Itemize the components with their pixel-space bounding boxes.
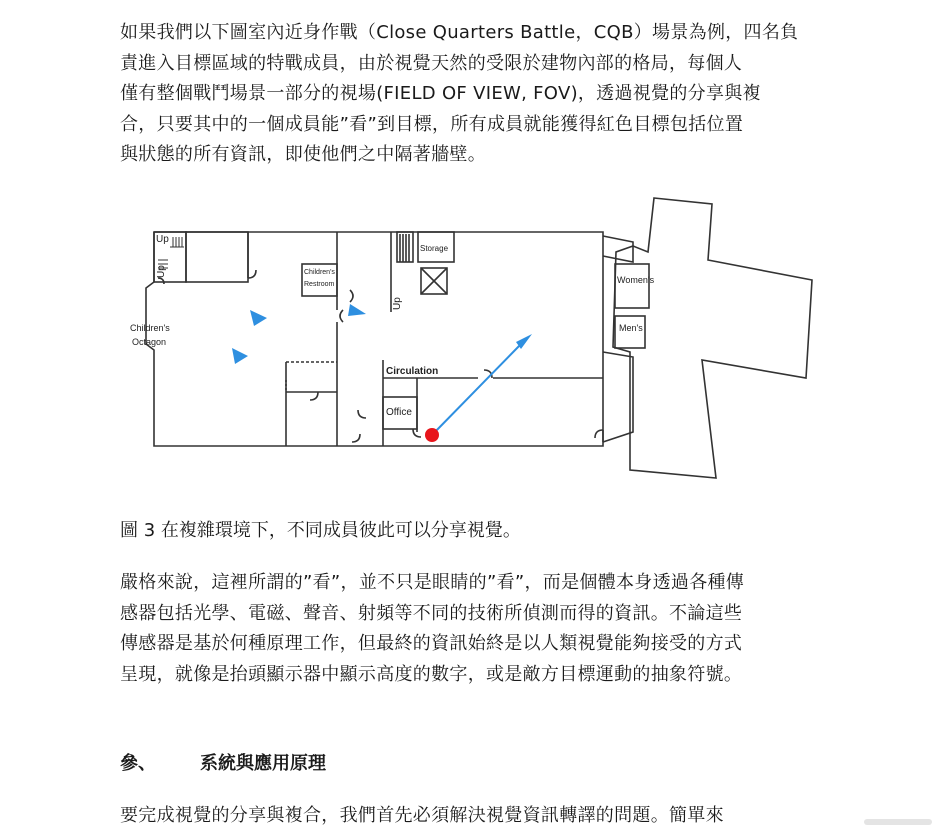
paragraph-line: 與狀態的所有資訊，即使他們之中隔著牆壁。: [120, 144, 486, 165]
building-top-wall: [154, 232, 603, 442]
paragraph-line: 如果我們以下圖室內近身作戰（Close Quarters Battle，CQB）場景為例，四名負: [120, 22, 799, 43]
building-outline: [146, 232, 603, 446]
red-target: [425, 428, 439, 442]
explanation-paragraph: [120, 568, 820, 690]
octagon-label: Children's: [130, 323, 170, 333]
office-label: Office: [386, 407, 412, 418]
paragraph-line: 僅有整個戰鬥場景一部分的視場(FIELD OF VIEW, FOV)，透過視覺的分享與複: [120, 83, 761, 104]
paragraph-line: 責進入目標區域的特戰成員，由於視覺天然的受限於建物內部的格局，每個人: [120, 52, 743, 74]
cqb-floor-plan-figure: [118, 192, 818, 497]
mens-label: Men's: [619, 323, 643, 333]
team-member-marker: [250, 310, 267, 326]
womens-label: Women's: [617, 275, 655, 285]
figure-caption: 圖 3 在複雜環境下，不同成員彼此可以分享視覺。: [120, 520, 521, 541]
paragraph-line: 呈現，就像是抬頭顯示器中顯示高度的數字，或是敵方目標運動的抽象符號。: [120, 663, 743, 685]
paragraph-line: 感器包括光學、電磁、聲音、射頻等不同的技術所偵測而得的資訊。不論這些: [120, 602, 743, 624]
restroom-label: Children's: [304, 269, 335, 276]
restroom-label: Restroom: [304, 281, 335, 288]
team-member-marker: [232, 348, 248, 364]
intro-paragraph: [120, 18, 820, 171]
paragraph-line: 合，只要其中的一個成員能”看”到目標，所有成員就能獲得紅色目標包括位置: [120, 113, 744, 135]
watermark-logo: [864, 818, 932, 826]
team-member-marker: [348, 304, 366, 316]
section-number: 參、: [120, 753, 156, 774]
up-label: Up: [156, 234, 169, 245]
paragraph-line: 嚴格來說，這裡所謂的”看”，並不只是眼睛的”看”，而是個體本身透過各種傳: [120, 572, 745, 593]
paragraph-line: 傳感器是基於何種原理工作，但最終的資訊始終是以人類視覺能夠接受的方式: [120, 633, 743, 654]
section-heading: [120, 750, 326, 778]
paragraph-line: 要完成視覺的分享與複合，我們首先必須解決視覺資訊轉譯的問題。簡單來: [120, 805, 724, 826]
right-wing-building: [613, 198, 812, 478]
circulation-label: Circulation: [386, 366, 439, 377]
section-title: 系統與應用原理: [200, 753, 326, 774]
up-label: Up: [156, 265, 167, 278]
up-label: Up: [392, 297, 403, 310]
fov-line: [432, 344, 521, 435]
octagon-label: Octagon: [132, 337, 167, 347]
storage-label: Storage: [420, 244, 449, 253]
section-paragraph: [120, 801, 820, 832]
